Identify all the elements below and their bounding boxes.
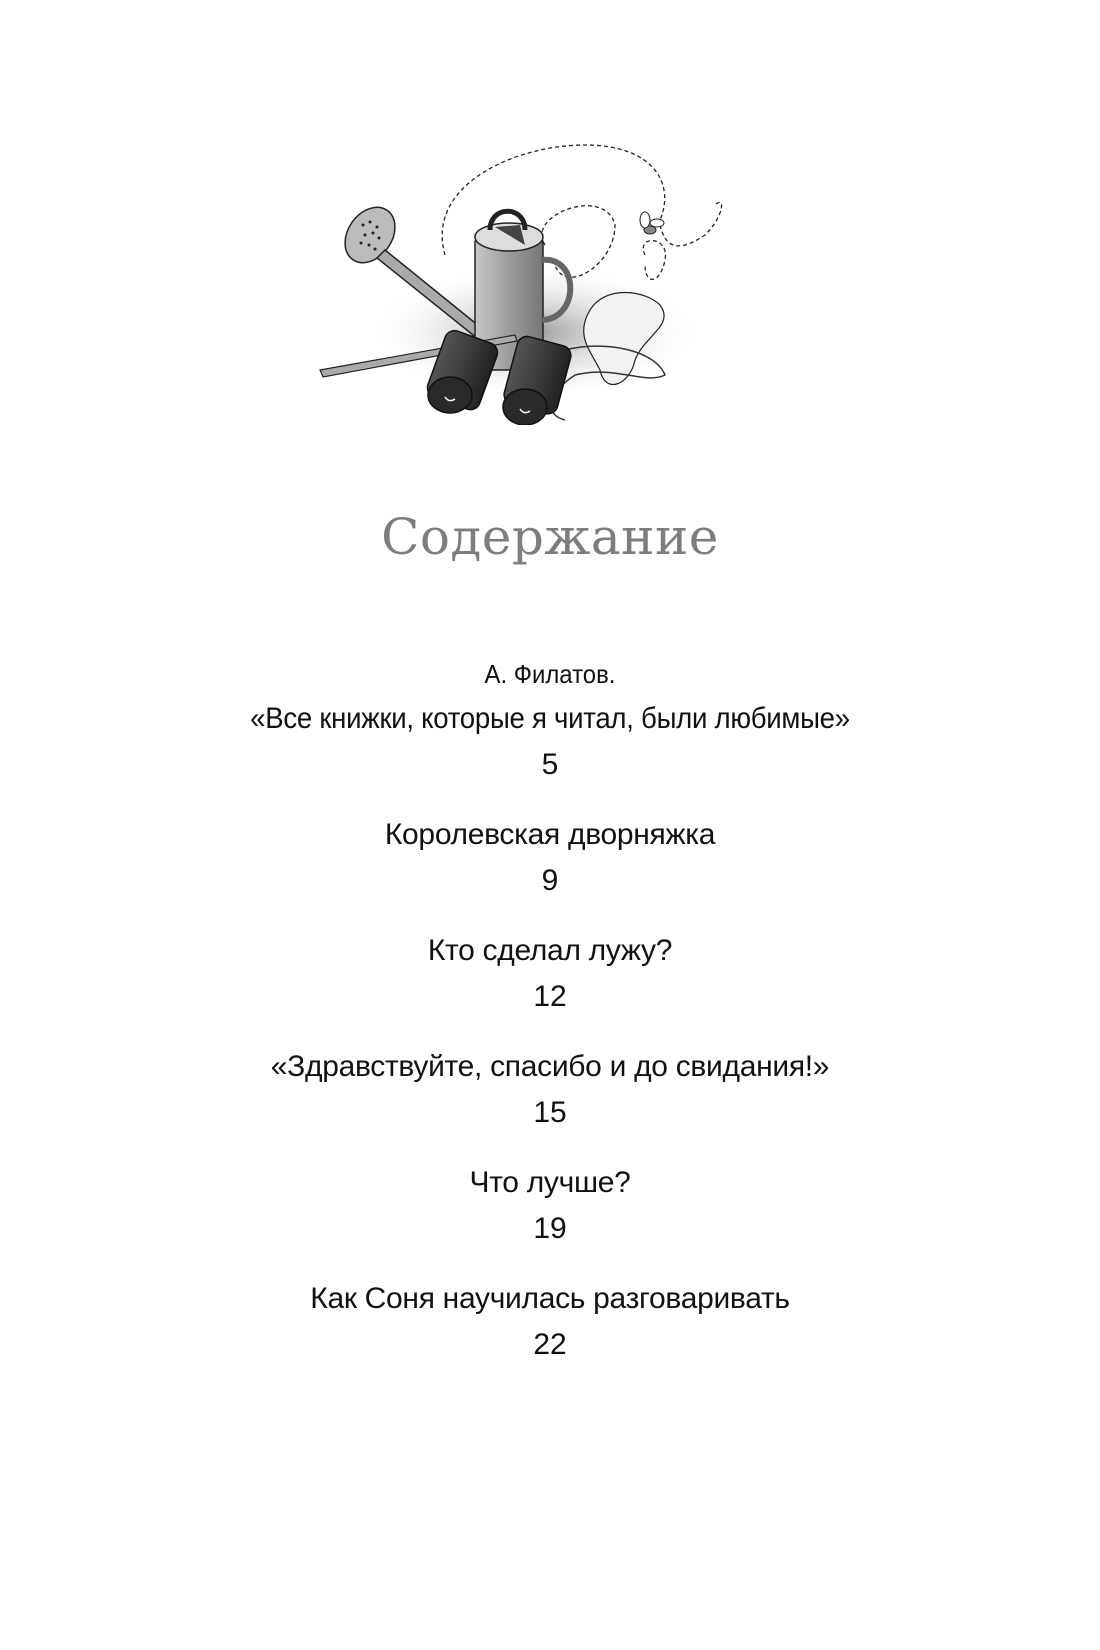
toc-entry-page: 12 <box>533 980 567 1013</box>
toc-entry[interactable] <box>0 812 1100 904</box>
toc-entry-title: Что лучше? <box>469 1166 631 1199</box>
toc-entry-page: 15 <box>533 1096 567 1129</box>
toc-entry[interactable] <box>0 1276 1100 1368</box>
fly-icon <box>640 212 664 234</box>
toc-entry-title: «Здравствуйте, спасибо и до свидания!» <box>270 1050 830 1083</box>
watering-can-binoculars-illustration <box>315 125 735 425</box>
toc-entry-page: 9 <box>541 864 559 897</box>
page-title: Содержание <box>381 508 719 566</box>
toc-entry-title: «Все книжки, которые я читал, были любимые» <box>250 702 850 735</box>
toc-entry-title: Кто сделал лужу? <box>427 934 673 967</box>
toc-entry-page: 5 <box>541 748 559 781</box>
toc-entry[interactable] <box>0 928 1100 1020</box>
toc-entry-author: А. Филатов. <box>484 659 616 689</box>
toc-entry-title: Как Соня научилась разговаривать <box>310 1282 790 1315</box>
toc-entry[interactable] <box>0 1160 1100 1252</box>
toc-entry-title: Королевская дворняжка <box>384 818 716 851</box>
toc-entry-page: 19 <box>533 1212 567 1245</box>
toc-entry[interactable] <box>0 1044 1100 1136</box>
toc-entry-page: 22 <box>533 1328 567 1361</box>
table-of-contents <box>0 652 1100 1392</box>
toc-entry[interactable] <box>0 652 1100 788</box>
